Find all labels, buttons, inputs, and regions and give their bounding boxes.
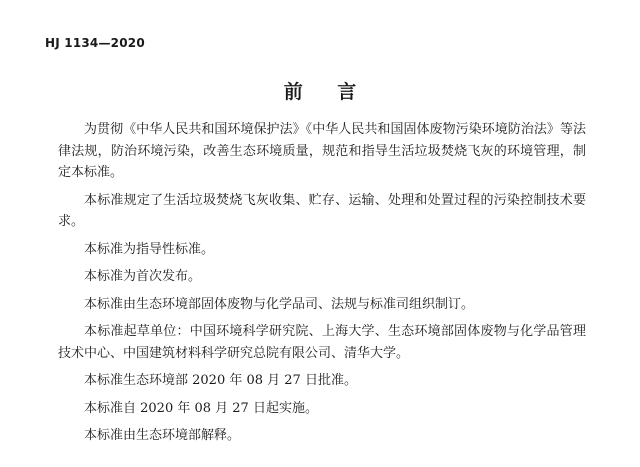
paragraph-guidance-type: 本标准为指导性标准。 [84,241,215,257]
paragraph-first-release: 本标准为首次发布。 [84,269,202,284]
paragraph-effective-date: 本标准自 2020 年 08 月 27 日起实施。 [84,400,318,416]
document-code: HJ 1134—2020 [45,36,145,50]
paragraph-interpretation: 本标准由生态环境部解释。 [84,428,241,443]
paragraph-purpose: 为贯彻《中华人民共和国环境保护法》《中华人民共和国固体废物污染环境防治法》等法律法规，防治环境污染，改善生态环境质量，规范和指导生活垃圾焚烧飞灰的环境管理，制定本标准。 [58,122,586,180]
page-title: 前 言 [283,81,371,103]
paragraph-approval-date: 本标准生态环境部 2020 年 08 月 27 日批准。 [84,373,357,388]
paragraph-drafting-units: 本标准起草单位：中国环境科学研究院、上海大学、生态环境部固体废物与化学品管理技术中心、中国建筑材料科学研究总院有限公司、清华大学。 [58,324,586,361]
paragraph-organizer: 本标准由生态环境部固体废物与化学品司、法规与标准司组织制订。 [84,296,475,312]
paragraph-scope: 本标准规定了生活垃圾焚烧飞灰收集、贮存、运输、处理和处置过程的污染控制技术要求。 [58,192,586,229]
document-body [58,119,586,453]
